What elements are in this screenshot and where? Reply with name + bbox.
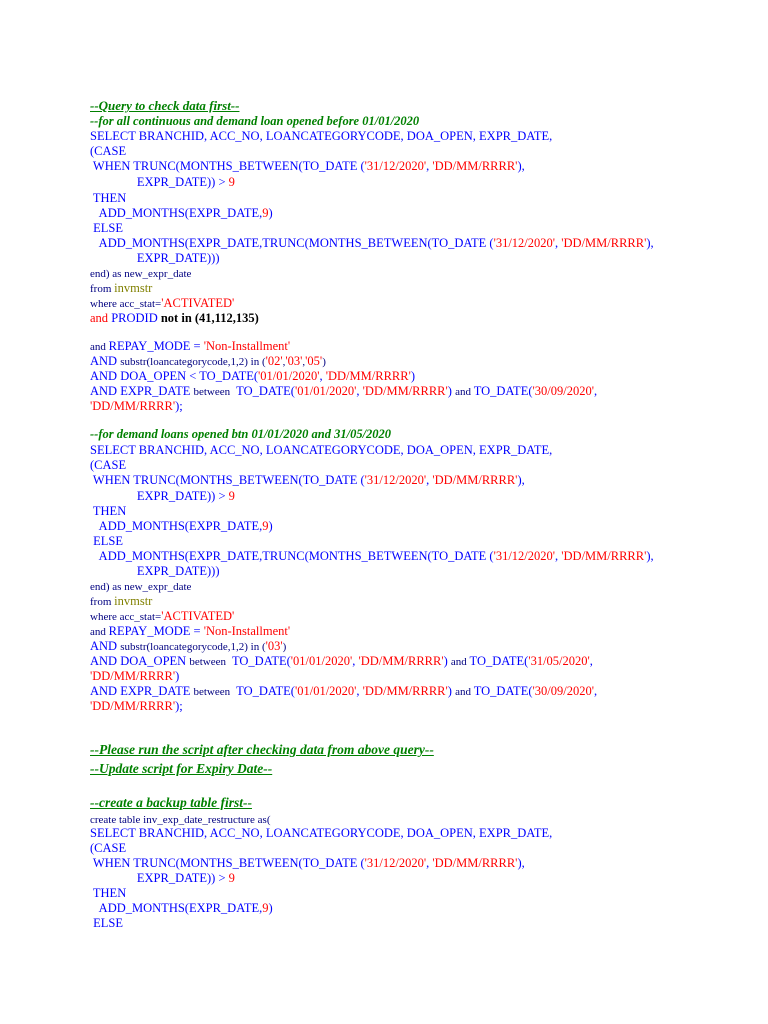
code-token: create table	[90, 814, 144, 826]
code-token: REPAY_MODE =	[108, 624, 204, 638]
code-token: 'ACTIVATED'	[161, 296, 235, 310]
code-token: ADD_MONTHS(EXPR_DATE,	[90, 206, 263, 220]
code-token: ,	[555, 549, 562, 563]
code-line	[90, 473, 525, 488]
code-line	[90, 669, 179, 684]
code-token: TO_DATE(	[230, 684, 295, 698]
code-token: 'DD/MM/RRRR'	[432, 856, 518, 870]
code-token: substr(	[120, 641, 151, 653]
code-token: acc_stat=	[119, 298, 162, 310]
code-token: EXPR_DATE)) >	[90, 489, 229, 503]
code-token: inv_exp_date_restructure as(	[143, 814, 271, 826]
code-token: 'DD/MM/RRRR'	[325, 369, 411, 383]
code-token: ,	[593, 684, 598, 698]
code-token: ) in (	[244, 356, 266, 368]
code-line	[90, 236, 654, 251]
code-token: substr(	[120, 356, 151, 368]
code-token: where	[90, 611, 120, 623]
code-token: 'DD/MM/RRRR'	[90, 399, 176, 413]
code-line	[90, 594, 152, 610]
code-token: ,	[282, 356, 286, 368]
code-token: WHEN TRUNC(MONTHS_BETWEEN(TO_DATE (	[90, 159, 365, 173]
code-token: ,	[319, 369, 326, 383]
code-token: '01/01/2020'	[290, 654, 353, 668]
code-token: REPAY_MODE =	[108, 339, 204, 353]
code-token: ADD_MONTHS(EXPR_DATE,	[90, 519, 263, 533]
code-token: and	[90, 626, 109, 638]
code-line	[90, 609, 234, 625]
code-token: ,	[426, 159, 433, 173]
comment-line	[90, 742, 434, 757]
code-line	[90, 901, 273, 916]
code-token: EXPR_DATE)))	[90, 564, 220, 578]
code-token: 'DD/MM/RRRR'	[432, 159, 518, 173]
code-token: from	[90, 283, 115, 295]
code-line	[90, 549, 654, 564]
code-token: TO_DATE(	[225, 654, 291, 668]
code-token: '30/09/2020'	[532, 684, 594, 698]
code-token: not in (41,112,135)	[160, 311, 259, 325]
code-line	[90, 281, 152, 297]
code-token: THEN	[90, 886, 127, 900]
code-token: and	[455, 386, 474, 398]
code-token: '02'	[265, 354, 283, 368]
code-token: ADD_MONTHS(EXPR_DATE,TRUNC(MONTHS_BETWEEN(TO_DATE (	[90, 549, 494, 563]
code-line	[90, 624, 290, 640]
code-token: and	[90, 341, 109, 353]
code-token: invmstr	[114, 594, 153, 608]
code-token: ,	[589, 654, 593, 668]
code-token: 9	[262, 519, 269, 533]
code-line	[90, 684, 597, 700]
code-token: 'DD/MM/RRRR'	[561, 549, 647, 563]
code-line	[90, 841, 126, 856]
code-token: AND	[90, 639, 121, 653]
code-line	[90, 144, 126, 159]
code-token: '30/09/2020'	[532, 384, 594, 398]
code-token: )	[443, 654, 451, 668]
code-line	[90, 458, 126, 473]
code-token: ),	[646, 236, 654, 250]
code-token: 'DD/MM/RRRR'	[362, 384, 448, 398]
code-line	[90, 564, 220, 579]
code-token: ,	[426, 473, 433, 487]
code-line	[90, 191, 126, 206]
code-token: '01/01/2020'	[294, 384, 357, 398]
code-token: ,	[352, 654, 359, 668]
code-token: 'DD/MM/RRRR'	[358, 654, 444, 668]
code-token: 'DD/MM/RRRR'	[561, 236, 647, 250]
code-line	[90, 826, 552, 841]
code-token: (CASE	[90, 841, 127, 855]
code-token: 'DD/MM/RRRR'	[90, 699, 176, 713]
code-line	[90, 654, 593, 670]
code-token: --Please run the script after checking data from above query--	[90, 742, 434, 757]
code-line	[90, 579, 191, 595]
code-line	[90, 266, 191, 282]
code-token: --Query to check data first--	[90, 98, 240, 113]
code-token: --create a backup table first--	[90, 795, 252, 810]
code-token: '05'	[305, 354, 323, 368]
code-line	[90, 159, 525, 174]
code-token: ) in (	[244, 641, 266, 653]
code-token: --for demand loans opened btn 01/01/2020 and 31/05/2020	[90, 427, 392, 441]
code-token: EXPR_DATE)) >	[90, 871, 229, 885]
code-token: end) as	[90, 581, 125, 593]
code-line	[90, 534, 123, 549]
code-token: ELSE	[90, 221, 123, 235]
code-token: '01/01/2020'	[258, 369, 320, 383]
code-token: 9	[228, 871, 235, 885]
comment-line	[90, 98, 239, 113]
code-token: '31/12/2020'	[493, 549, 556, 563]
code-line	[90, 354, 326, 370]
code-token: AND DOA_OPEN < TO_DATE(	[90, 369, 259, 383]
code-token: end) as	[90, 268, 125, 280]
code-line	[90, 175, 235, 190]
code-token: ADD_MONTHS(EXPR_DATE,TRUNC(MONTHS_BETWEEN(TO_DATE (	[90, 236, 494, 250]
code-token: where	[90, 298, 120, 310]
code-token: 'Non-Installment'	[203, 339, 291, 353]
code-line	[90, 699, 183, 714]
code-token: and	[450, 656, 470, 668]
code-token: THEN	[90, 191, 127, 205]
code-token: )	[268, 901, 273, 915]
code-token: '31/12/2020'	[493, 236, 556, 250]
code-token: TO_DATE(	[469, 654, 529, 668]
code-token: loancategorycode,1,2	[150, 356, 245, 368]
code-token: new_expr_date	[124, 581, 192, 593]
code-token: )	[268, 519, 273, 533]
code-token: AND DOA_OPEN	[90, 654, 190, 668]
code-token: TO_DATE(	[473, 384, 533, 398]
code-token: ),	[517, 856, 525, 870]
code-token: ,	[356, 384, 363, 398]
code-line	[90, 504, 126, 519]
code-line	[90, 311, 259, 326]
code-token: THEN	[90, 504, 127, 518]
code-line	[90, 443, 552, 458]
code-line	[90, 129, 552, 144]
comment-line	[90, 795, 252, 810]
code-token: )	[282, 641, 287, 653]
code-token: );	[175, 699, 183, 713]
code-token: (CASE	[90, 144, 127, 158]
code-line	[90, 296, 234, 312]
code-token: AND EXPR_DATE	[90, 384, 194, 398]
code-token: new_expr_date	[124, 268, 192, 280]
code-token: '01/01/2020'	[294, 684, 357, 698]
code-token: 'ACTIVATED'	[161, 609, 235, 623]
code-line	[90, 886, 126, 901]
code-token: ELSE	[90, 534, 123, 548]
code-token: SELECT BRANCHID, ACC_NO, LOANCATEGORYCODE, DOA_OPEN, EXPR_DATE,	[90, 129, 553, 143]
code-token: 9	[228, 175, 235, 189]
comment-line	[90, 114, 419, 129]
code-token: '31/05/2020'	[528, 654, 590, 668]
code-token: '03'	[265, 639, 283, 653]
code-token: 'Non-Installment'	[203, 624, 291, 638]
code-token: and	[90, 311, 112, 325]
code-line	[90, 519, 273, 534]
code-line	[90, 369, 415, 384]
code-token: invmstr	[114, 281, 153, 295]
code-line	[90, 916, 123, 931]
code-token: SELECT BRANCHID, ACC_NO, LOANCATEGORYCODE, DOA_OPEN, EXPR_DATE,	[90, 826, 553, 840]
comment-line	[90, 427, 391, 442]
code-token: ),	[517, 473, 525, 487]
code-token: (CASE	[90, 458, 127, 472]
code-token: '31/12/2020'	[364, 473, 427, 487]
code-token: TO_DATE(	[230, 384, 295, 398]
comment-line	[90, 761, 272, 776]
code-token: ),	[646, 549, 654, 563]
code-token: EXPR_DATE)) >	[90, 175, 229, 189]
code-token: WHEN TRUNC(MONTHS_BETWEEN(TO_DATE (	[90, 473, 365, 487]
code-line	[90, 856, 525, 871]
code-token: 9	[262, 901, 269, 915]
code-line	[90, 399, 183, 414]
code-token: from	[90, 596, 115, 608]
code-token: ADD_MONTHS(EXPR_DATE,	[90, 901, 263, 915]
code-token: ),	[517, 159, 525, 173]
code-line	[90, 871, 235, 886]
code-token: '31/12/2020'	[364, 159, 427, 173]
code-token: --for all continuous and demand loan opened before 01/01/2020	[90, 114, 420, 128]
code-line	[90, 339, 290, 355]
code-token: )	[410, 369, 416, 383]
code-token: and	[455, 686, 474, 698]
code-token: )	[447, 684, 456, 698]
code-token: '31/12/2020'	[364, 856, 427, 870]
code-token: EXPR_DATE)))	[90, 251, 220, 265]
code-token: ,	[356, 684, 363, 698]
code-token: ELSE	[90, 916, 123, 930]
code-line	[90, 251, 220, 266]
code-token: AND EXPR_DATE	[90, 684, 194, 698]
code-token: 9	[262, 206, 269, 220]
code-line	[90, 489, 235, 504]
code-token: 'DD/MM/RRRR'	[432, 473, 518, 487]
code-token: 'DD/MM/RRRR'	[362, 684, 448, 698]
code-token: ,	[302, 356, 306, 368]
code-token: WHEN TRUNC(MONTHS_BETWEEN(TO_DATE (	[90, 856, 365, 870]
code-token: )	[268, 206, 273, 220]
code-token: '03'	[285, 354, 303, 368]
code-line	[90, 384, 597, 400]
code-token: ,	[426, 856, 433, 870]
code-token: ,	[555, 236, 562, 250]
code-token: 9	[228, 489, 235, 503]
code-token: )	[175, 669, 180, 683]
code-token: );	[175, 399, 183, 413]
code-token: between	[193, 386, 231, 398]
code-line	[90, 206, 273, 221]
code-token: PRODID	[111, 311, 161, 325]
code-line	[90, 639, 286, 655]
code-token: between	[189, 656, 226, 668]
code-token: )	[447, 384, 456, 398]
code-token: ,	[593, 384, 598, 398]
code-token: --Update script for Expiry Date--	[90, 761, 273, 776]
code-token: AND	[90, 354, 121, 368]
code-token: 'DD/MM/RRRR'	[90, 669, 176, 683]
code-line	[90, 221, 123, 236]
code-token: acc_stat=	[119, 611, 162, 623]
code-token: between	[193, 686, 231, 698]
code-token: TO_DATE(	[473, 684, 533, 698]
code-token: )	[322, 356, 326, 368]
code-token: loancategorycode,1,2	[150, 641, 245, 653]
code-token: SELECT BRANCHID, ACC_NO, LOANCATEGORYCODE, DOA_OPEN, EXPR_DATE,	[90, 443, 553, 457]
